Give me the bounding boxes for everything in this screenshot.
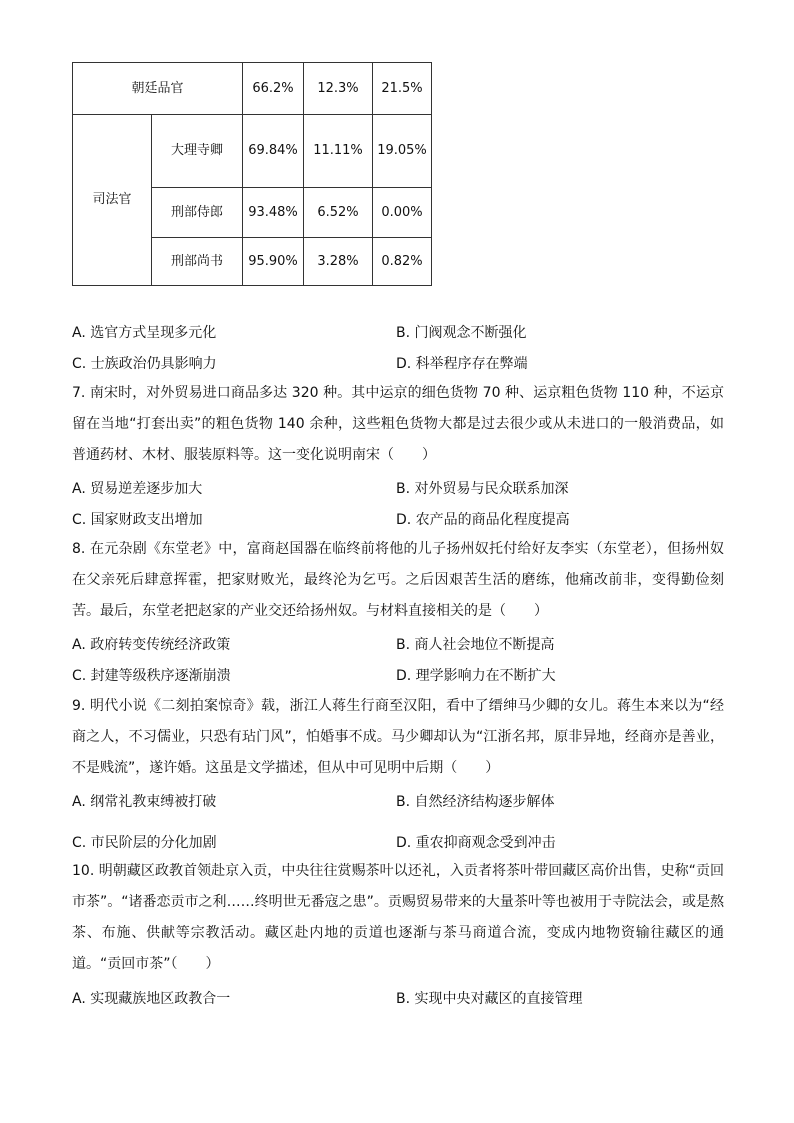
- q9-stem: 9. 明代小说《二刻拍案惊奇》载，浙江人蒋生行商至汉阳，看中了缙绅马少卿的女儿。蒋生本来以为“经商之人，不习儒业，只恐有玷门风”，怕婚事不成。马少卿却认为“江浙名邦，原非异地，经商亦是善业，不是贱流”，遂许婚。这虽是文学描述，但从中可见明中后期（ ）: [72, 698, 724, 776]
- table-cell-label: 刑部侍郎: [152, 188, 243, 238]
- q8-stem: 8. 在元杂剧《东堂老》中，富商赵国器在临终前将他的儿子扬州奴托付给好友李实（东堂老），但扬州奴在父亲死后肆意挥霍，把家财败光，最终沦为乞丐。之后因艰苦生活的磨练，他痛改前非，变得勤俭刻苦。最后，东堂老把赵家的产业交还给扬州奴。与材料直接相关的是（ ）: [72, 541, 724, 619]
- q9-option-a: A. 纲常礼教束缚被打破: [72, 794, 217, 810]
- q8-option-d: D. 理学影响力在不断扩大: [396, 668, 556, 684]
- table-cell: 3.28%: [304, 238, 373, 286]
- table-cell: 19.05%: [373, 115, 432, 188]
- table-cell: 6.52%: [304, 188, 373, 238]
- q9-option-b: B. 自然经济结构逐步解体: [396, 794, 555, 810]
- statistics-table: [72, 62, 432, 286]
- q6-option-c: C. 士族政治仍具影响力: [72, 356, 217, 372]
- q8-option-b: B. 商人社会地位不断提高: [396, 637, 555, 653]
- q9-option-d: D. 重农抑商观念受到冲击: [396, 835, 556, 851]
- table-cell: 11.11%: [304, 115, 373, 188]
- q8-option-c: C. 封建等级秩序逐渐崩溃: [72, 668, 231, 684]
- q6-option-a: A. 选官方式呈现多元化: [72, 325, 217, 341]
- q10-stem: 10. 明朝藏区政教首领赴京入贡，中央往往赏赐茶叶以还礼，入贡者将茶叶带回藏区高价出售，史称“贡回市茶”。“诸番恋贡市之利……终明世无番寇之患”。贡赐贸易带来的大量茶叶等也被用于寺院法会，或是熬茶、布施、供献等宗教活动。藏区赴内地的贡道也逐渐与茶马商道合流，变成内地物资输往藏区的通道。“贡回市茶”（ ）: [72, 863, 724, 972]
- q6-option-d: D. 科举程序存在弊端: [396, 356, 528, 372]
- q7-option-a: A. 贸易逆差逐步加大: [72, 481, 203, 497]
- table-row: [73, 63, 432, 115]
- q7-option-c: C. 国家财政支出增加: [72, 512, 203, 528]
- q10-option-b: B. 实现中央对藏区的直接管理: [396, 991, 583, 1007]
- table-cell: 21.5%: [373, 63, 432, 115]
- q7-option-d: D. 农产品的商品化程度提高: [396, 512, 570, 528]
- table-row: [73, 115, 432, 188]
- q7-stem: 7. 南宋时，对外贸易进口商品多达 320 种。其中运京的细色货物 70 种、运京粗色货物 110 种，不运京留在当地“打套出卖”的粗色货物 140 余种，这些粗色货物大都是过去很少或从未进口的一般消费品，如普通药材、木材、服装原料等。这一变化说明南宋（ ）: [72, 385, 724, 463]
- table-cell: 0.82%: [373, 238, 432, 286]
- table-cell: 66.2%: [243, 63, 304, 115]
- table-cell-label: 刑部尚书: [152, 238, 243, 286]
- q8-option-a: A. 政府转变传统经济政策: [72, 637, 231, 653]
- q10-option-a: A. 实现藏族地区政教合一: [72, 991, 231, 1007]
- table-cell: 93.48%: [243, 188, 304, 238]
- table-cell-label: 朝廷品官: [73, 63, 243, 115]
- table-group-label: 司法官: [73, 115, 152, 286]
- table-cell: 69.84%: [243, 115, 304, 188]
- table-cell-label: 大理寺卿: [152, 115, 243, 188]
- q9-option-c: C. 市民阶层的分化加剧: [72, 835, 217, 851]
- table-cell: 12.3%: [304, 63, 373, 115]
- table-cell: 95.90%: [243, 238, 304, 286]
- table-cell: 0.00%: [373, 188, 432, 238]
- q6-option-b: B. 门阀观念不断强化: [396, 325, 527, 341]
- q7-option-b: B. 对外贸易与民众联系加深: [396, 481, 569, 497]
